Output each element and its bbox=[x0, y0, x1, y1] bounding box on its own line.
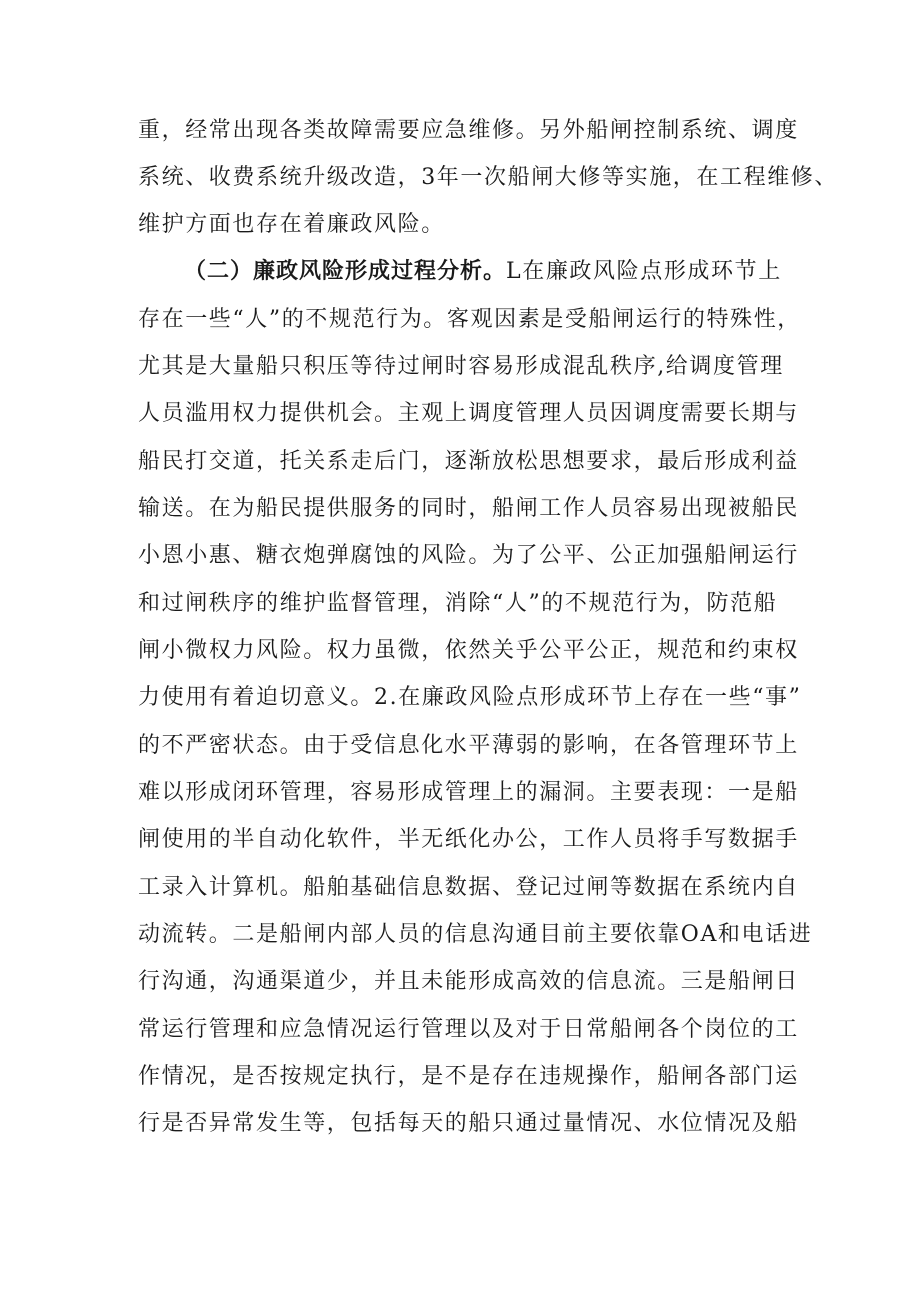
text-line: 系统、收费系统升级改造，3年一次船闸大修等实施，在工程维修、 bbox=[138, 165, 838, 190]
text-line: 小恩小惠、糖衣炮弹腐蚀的风险。为了公平、公正加强船闸运行 bbox=[138, 543, 799, 568]
text-line: 工录入计算机。船舶基础信息数据、登记过闸等数据在系统内自 bbox=[138, 875, 799, 900]
section-heading: （二）廉政风险形成过程分析。 bbox=[184, 259, 507, 284]
text-line: 输送。在为船民提供服务的同时，船闸工作人员容易出现被船民 bbox=[138, 496, 799, 521]
text-line: 的不严密状态。由于受信息化水平薄弱的影响，在各管理环节上 bbox=[138, 733, 799, 758]
text-line: 尤其是大量船只积压等待过闸时容易形成混乱秩序,给调度管理 bbox=[138, 354, 784, 379]
text-line: 船民打交道，托关系走后门，逐渐放松思想要求，最后形成利益 bbox=[138, 449, 799, 474]
text-line: 维护方面也存在着廉政风险。 bbox=[138, 212, 445, 237]
text-line: 常运行管理和应急情况运行管理以及对于日常船闸各个岗位的工 bbox=[138, 1017, 799, 1042]
text-line: 闸小微权力风险。权力虽微，依然关乎公平公正，规范和约束权 bbox=[138, 638, 799, 663]
text-line: 行沟通，沟通渠道少，并且未能形成高效的信息流。三是船闸日 bbox=[138, 969, 799, 994]
text-line: 动流转。二是船闸内部人员的信息沟通目前主要依靠OA和电话进 bbox=[138, 922, 813, 947]
paragraph-first-line bbox=[184, 257, 798, 287]
text-line: 行是否异常发生等，包括每天的船只通过量情况、水位情况及船 bbox=[138, 1111, 799, 1136]
text-line: 作情况，是否按规定执行，是不是存在违规操作，船闸各部门运 bbox=[138, 1064, 799, 1089]
text-line: 和过闸秩序的维护监督管理，消除“人”的不规范行为，防范船 bbox=[138, 591, 778, 616]
text-line: 力使用有着迫切意义。2.在廉政风险点形成环节上存在一些“事” bbox=[138, 685, 802, 710]
text-line: 重，经常出现各类故障需要应急维修。另外船闸控制系统、调度 bbox=[138, 118, 799, 143]
text-line: 难以形成闭环管理，容易形成管理上的漏洞。主要表现：一是船 bbox=[138, 780, 799, 805]
heading-rest-text: L在廉政风险点形成环节上 bbox=[506, 259, 782, 284]
text-line: 存在一些“人”的不规范行为。客观因素是受船闸运行的特殊性， bbox=[138, 307, 801, 332]
text-line: 闸使用的半自动化软件，半无纸化办公，工作人员将手写数据手 bbox=[138, 827, 799, 852]
text-line: 人员滥用权力提供机会。主观上调度管理人员因调度需要长期与 bbox=[138, 401, 799, 426]
